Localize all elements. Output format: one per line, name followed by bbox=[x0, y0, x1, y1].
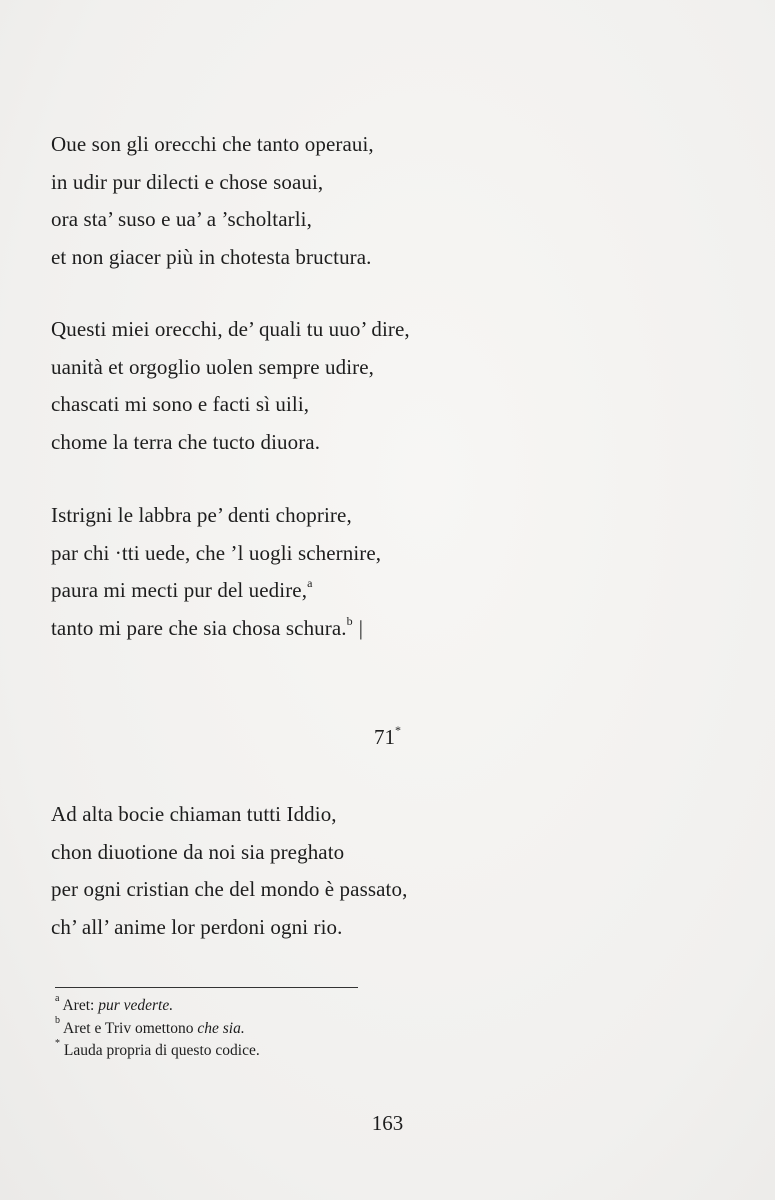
verse-line: per ogni cristian che del mondo è passato, bbox=[51, 877, 408, 901]
stanza-3 bbox=[51, 497, 381, 647]
stanza-2 bbox=[51, 311, 410, 461]
footnote-divider bbox=[55, 987, 358, 988]
verse-line: chon diuotione da noi sia preghato bbox=[51, 839, 345, 864]
verse-line: Questi miei orecchi, de’ quali tu uuo’ dire, bbox=[51, 317, 410, 341]
verse-line: uanità et orgoglio uolen sempre udire, bbox=[51, 354, 374, 379]
page-number: 163 bbox=[371, 1111, 404, 1135]
verse-line: Oue son gli orecchi che tanto operaui, bbox=[51, 132, 374, 156]
footnote-mark: b bbox=[55, 1015, 60, 1027]
footnote-mark: * bbox=[55, 1037, 60, 1049]
verse-line: par chi ·tti uede, che ’l uogli schernire, bbox=[51, 540, 382, 565]
stanza-1 bbox=[51, 126, 374, 276]
verse-line: Ad alta bocie chiaman tutti Iddio, bbox=[51, 802, 337, 826]
verse-text: tanto mi pare che sia chosa schura. bbox=[51, 615, 347, 640]
footnote-mark: a bbox=[55, 992, 60, 1004]
lauda-number: 71 bbox=[374, 725, 395, 749]
footnote bbox=[55, 1015, 260, 1041]
verse-line-with-note bbox=[51, 572, 381, 610]
verse-line: et non giacer più in chotesta bructura. bbox=[51, 244, 372, 269]
verse-line: ch’ all’ anime lor perdoni ogni rio. bbox=[51, 914, 343, 939]
verse-line: Istrigni le labbra pe’ denti choprire, bbox=[51, 503, 352, 527]
footnote bbox=[55, 992, 260, 1018]
verse-line-with-note bbox=[51, 610, 381, 648]
footnote-marker: a bbox=[307, 576, 313, 590]
lauda-heading bbox=[0, 725, 775, 750]
verse-line: chascati mi sono e facti sì uili, bbox=[51, 392, 310, 416]
footnote-text: Aret e Triv omettono bbox=[63, 1019, 198, 1037]
folio-break-mark: | bbox=[358, 615, 364, 640]
footnote-text: Lauda propria di questo codice. bbox=[63, 1042, 260, 1059]
verse-line: chome la terra che tucto diuora. bbox=[51, 429, 321, 454]
footnote bbox=[55, 1037, 260, 1063]
footnote-marker: b bbox=[346, 613, 353, 628]
verse-line: ora sta’ suso e ua’ a ’scholtarli, bbox=[51, 207, 312, 231]
lauda-stanza bbox=[51, 796, 407, 946]
asterisk-marker: * bbox=[395, 723, 401, 737]
footnote-text: Aret: bbox=[62, 997, 99, 1014]
verse-text: paura mi mecti pur del uedire, bbox=[51, 578, 308, 602]
footnotes bbox=[55, 992, 260, 1063]
footnote-italic: pur vederte. bbox=[98, 997, 174, 1014]
verse-line: in udir pur dilecti e chose soaui, bbox=[51, 169, 324, 194]
footnote-italic: che sia. bbox=[197, 1019, 245, 1037]
